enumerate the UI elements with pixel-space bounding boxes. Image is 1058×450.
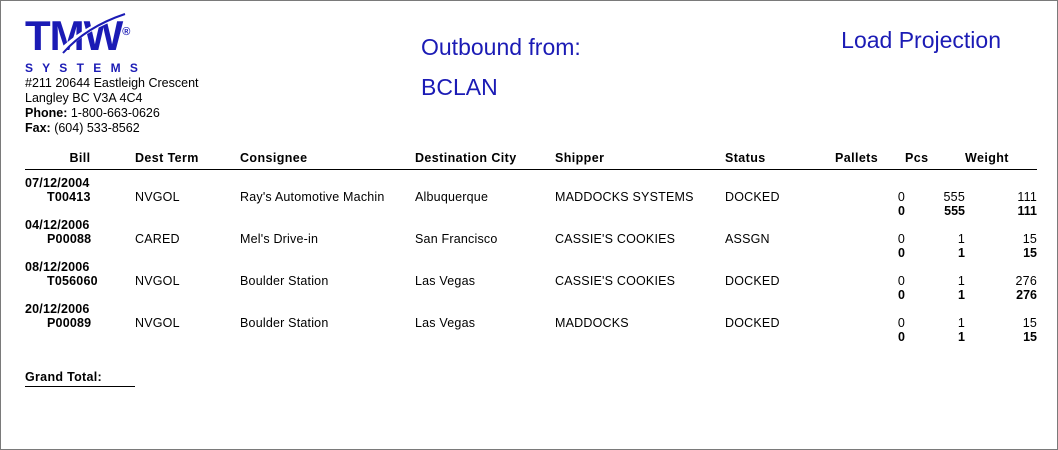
phone-value: 1-800-663-0626 <box>70 106 160 120</box>
report-title: Load Projection <box>841 27 1001 53</box>
group-date: 08/12/2006 <box>25 260 90 274</box>
cell-weight: 15 <box>1022 316 1037 330</box>
report-table-container <box>25 151 1039 387</box>
cell-weight: 111 <box>1017 190 1037 204</box>
cell-shipper: CASSIE'S COOKIES <box>555 274 676 288</box>
cell-destination-city: Las Vegas <box>415 316 476 330</box>
cell-pcs: 555 <box>943 190 965 204</box>
address-line-2: Langley BC V3A 4C4 <box>25 91 143 105</box>
group-date-row <box>25 302 1037 316</box>
group-date-row <box>25 260 1037 274</box>
column-header-weight: Weight <box>965 151 1009 165</box>
table-row[interactable] <box>25 316 1037 330</box>
phone-label: Phone: <box>25 106 68 120</box>
grand-total-label: Grand Total: <box>25 370 135 387</box>
cell-status: DOCKED <box>725 190 780 204</box>
fax-value: (604) 533-8562 <box>54 121 140 135</box>
column-header-dest-term: Dest Term <box>135 151 199 165</box>
cell-destination-city: Las Vegas <box>415 274 476 288</box>
subtotal-pcs: 555 <box>944 204 965 218</box>
subtotal-weight: 276 <box>1016 288 1037 302</box>
cell-dest-term: CARED <box>135 232 180 246</box>
outbound-from-value: BCLAN <box>421 74 498 100</box>
table-row[interactable] <box>25 190 1037 204</box>
outbound-from-label: Outbound from: <box>421 34 581 60</box>
company-address <box>25 76 325 136</box>
subtotal-pcs: 1 <box>958 288 965 302</box>
column-header-destination-city: Destination City <box>415 151 517 165</box>
subtotal-pallets: 0 <box>898 288 905 302</box>
group-date-row <box>25 176 1037 190</box>
cell-status: DOCKED <box>725 274 780 288</box>
cell-weight: 15 <box>1022 232 1037 246</box>
cell-shipper: MADDOCKS <box>555 316 629 330</box>
report-header <box>1 1 1057 151</box>
column-header-shipper: Shipper <box>555 151 605 165</box>
cell-bill: T00413 <box>47 190 91 204</box>
cell-bill: T056060 <box>47 274 98 288</box>
group-subtotal-row <box>25 288 1037 302</box>
tmw-logo <box>25 9 129 59</box>
cell-pcs: 1 <box>957 232 965 246</box>
report-center-title <box>421 27 581 107</box>
column-header-status: Status <box>725 151 766 165</box>
column-header-bill: Bill <box>69 151 91 165</box>
cell-dest-term: NVGOL <box>135 316 180 330</box>
subtotal-weight: 111 <box>1017 204 1037 218</box>
cell-bill: P00088 <box>47 232 92 246</box>
cell-pallets: 0 <box>897 232 905 246</box>
address-line-1: #211 20644 Eastleigh Crescent <box>25 76 199 90</box>
table-row[interactable] <box>25 232 1037 246</box>
cell-consignee: Boulder Station <box>240 274 329 288</box>
group-subtotal-row <box>25 330 1037 344</box>
tmw-logo-text: TMW <box>25 12 123 59</box>
subtotal-pallets: 0 <box>898 330 905 344</box>
registered-trademark-icon: ® <box>122 26 130 38</box>
cell-pallets: 0 <box>897 274 905 288</box>
subtotal-pallets: 0 <box>898 204 905 218</box>
cell-consignee: Ray's Automotive Machin <box>240 190 385 204</box>
subtotal-pallets: 0 <box>898 246 905 260</box>
cell-consignee: Mel's Drive-in <box>240 232 319 246</box>
cell-destination-city: Albuquerque <box>415 190 489 204</box>
table-row[interactable] <box>25 274 1037 288</box>
column-header-pcs: Pcs <box>905 151 929 165</box>
cell-dest-term: NVGOL <box>135 274 180 288</box>
cell-pcs: 1 <box>957 316 965 330</box>
group-subtotal-row <box>25 246 1037 260</box>
cell-pallets: 0 <box>897 190 905 204</box>
cell-consignee: Boulder Station <box>240 316 329 330</box>
group-subtotal-row <box>25 204 1037 218</box>
cell-status: DOCKED <box>725 316 780 330</box>
cell-dest-term: NVGOL <box>135 190 180 204</box>
subtotal-weight: 15 <box>1023 330 1037 344</box>
cell-shipper: MADDOCKS SYSTEMS <box>555 190 694 204</box>
group-date: 07/12/2004 <box>25 176 90 190</box>
cell-status: ASSGN <box>725 232 770 246</box>
cell-pcs: 1 <box>957 274 965 288</box>
company-logo-block <box>25 9 325 136</box>
column-header-pallets: Pallets <box>835 151 879 165</box>
table-header-row <box>25 151 1037 170</box>
cell-bill: P00089 <box>47 316 92 330</box>
group-date: 20/12/2006 <box>25 302 90 316</box>
load-projection-table <box>25 151 1037 344</box>
fax-line <box>25 121 325 136</box>
group-date: 04/12/2006 <box>25 218 90 232</box>
subtotal-pcs: 1 <box>958 246 965 260</box>
subtotal-weight: 15 <box>1023 246 1037 260</box>
cell-destination-city: San Francisco <box>415 232 498 246</box>
cell-shipper: CASSIE'S COOKIES <box>555 232 676 246</box>
cell-pallets: 0 <box>897 316 905 330</box>
subtotal-pcs: 1 <box>958 330 965 344</box>
phone-line <box>25 106 325 121</box>
group-date-row <box>25 218 1037 232</box>
cell-weight: 276 <box>1015 274 1037 288</box>
logo-subtitle: S Y S T E M S <box>25 61 141 75</box>
fax-label: Fax: <box>25 121 51 135</box>
column-header-consignee: Consignee <box>240 151 308 165</box>
